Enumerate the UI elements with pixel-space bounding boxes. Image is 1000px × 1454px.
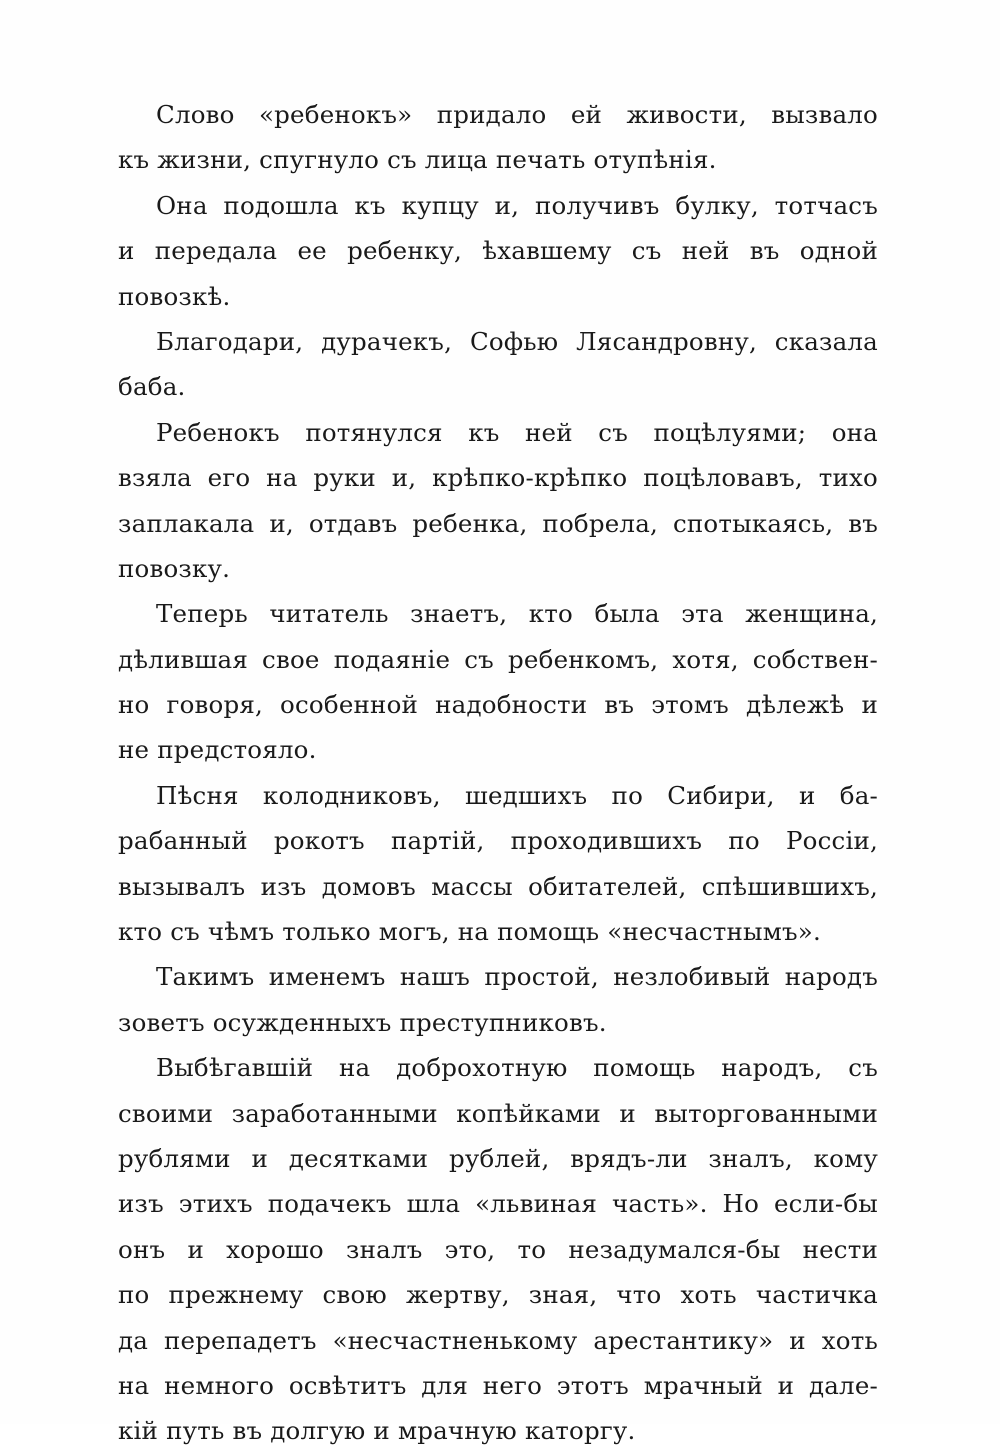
text-line: Теперь читатель знаетъ, кто была эта женщина, [156,599,878,629]
text-line: но говоря, особенной надобности въ этомъ дѣлежѣ и [118,690,878,720]
text-line: рублями и десятками рублей, врядъ-ли зналъ, кому [118,1143,878,1173]
text-line: на немного освѣтитъ для него этотъ мрачный и дале- [118,1370,878,1400]
text-line: заплакала и, отдавъ ребенка, побрела, спотыкаясь, въ [118,508,878,538]
text-line: да перепадетъ «несчастненькому арестантику» и хоть [118,1325,878,1355]
page-text [118,92,878,1454]
text-line: Пѣсня колодниковъ, шедшихъ по Сибири, и ба- [156,780,878,810]
text-line: кто съ чѣмъ только могъ, на помощь «несчастнымъ». [118,917,821,947]
text-line: Слово «ребенокъ» придало ей живости, вызвало [156,100,878,129]
text-line: баба. [118,372,186,402]
text-line: повозкѣ. [118,281,231,311]
text-line: повозку. [118,553,231,583]
text-line: зоветъ осужденныхъ преступниковъ. [118,1007,607,1037]
text-line: не предстояло. [118,735,317,765]
text-line: Благодари, дурачекъ, Софью Лясандровну, сказала [156,326,878,356]
text-line: вызывалъ изъ домовъ массы обитателей, спѣшившихъ, [118,871,878,901]
text-line: и передала ее ребенку, ѣхавшему съ ней въ одной [118,236,878,266]
text-line: дѣлившая свое подаяніе съ ребенкомъ, хотя, собствен- [118,644,878,674]
text-line: изъ этихъ подачекъ шла «львиная часть». Но если-бы [118,1189,878,1219]
text-line: Ребенокъ потянулся къ ней съ поцѣлуями; она [156,417,878,447]
text-line: рабанный рокотъ партій, проходившихъ по Россіи, [118,826,878,856]
text-line: онъ и хорошо зналъ это, то незадумался-бы нести [118,1234,878,1264]
text-line: Выбѣгавшій на доброхотную помощь народъ, съ [156,1053,878,1083]
text-line: своими заработанными копѣйками и выторгованными [118,1098,878,1128]
text-line: взяла его на руки и, крѣпко-крѣпко поцѣловавъ, тихо [118,463,878,493]
text-line: Такимъ именемъ нашъ простой, незлобивый народъ [156,962,878,992]
text-line: Она подошла къ купцу и, получивъ булку, тотчасъ [156,190,878,220]
text-line: къ жизни, спугнуло съ лица печать отупѣнія. [118,145,717,175]
text-line: по прежнему свою жертву, зная, что хоть частичка [118,1280,878,1310]
text-line: кій путь въ долгую и мрачную каторгу. [118,1416,636,1446]
